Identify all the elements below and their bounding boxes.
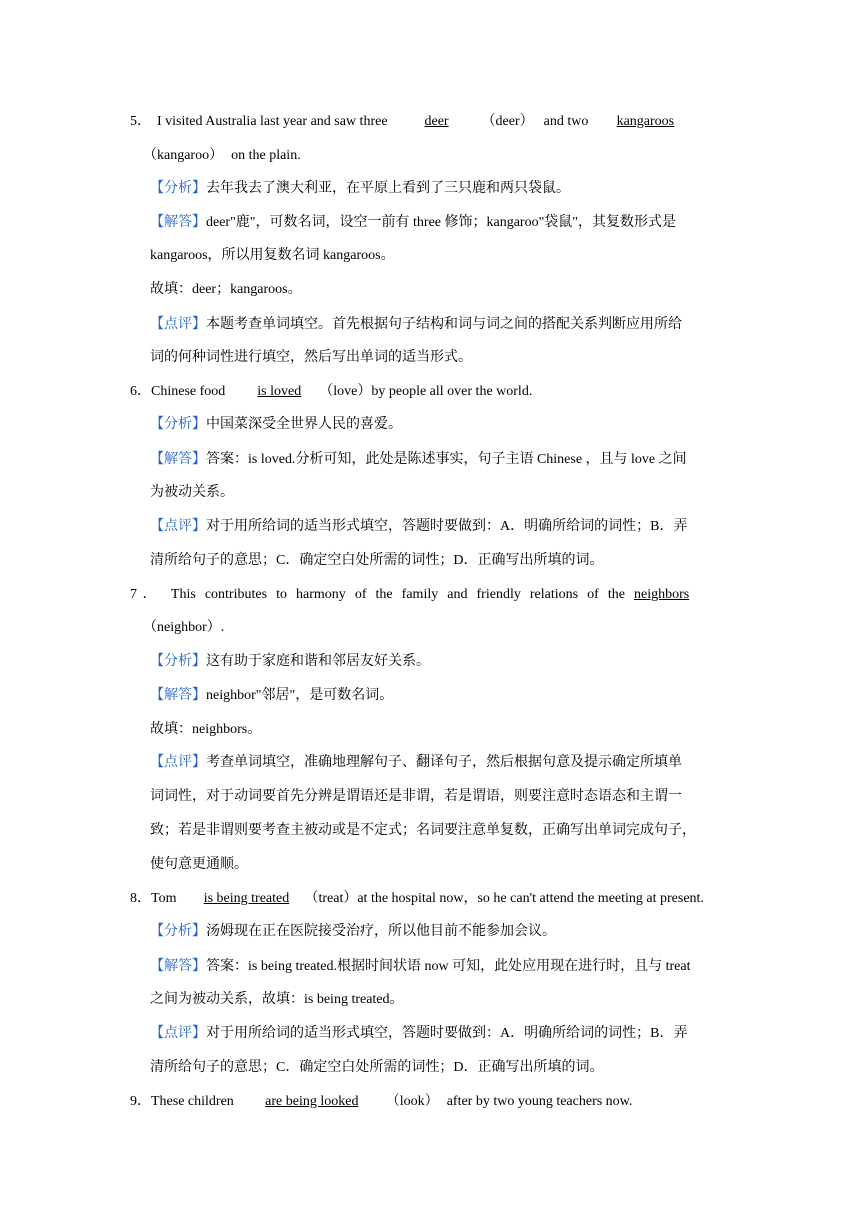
q5-blank-2: kangaroos <box>616 114 675 129</box>
q5-comment-line-1 <box>150 315 732 335</box>
q5-comment-text-1: 本题考查单词填空。首先根据句子结构和词与词之间的搭配关系判断应用所给 <box>206 317 682 332</box>
q7-comment-line-4: 使句意更通顺。 <box>150 857 248 872</box>
q5-number: 5． <box>130 114 151 129</box>
q5-comment-line-2: 词的何种词性进行填空，然后写出单词的适当形式。 <box>150 350 472 365</box>
q6-analysis-text: 中国菜深受全世界人民的喜爱。 <box>206 417 402 432</box>
q8-comment-line-2: 清所给句子的意思；C．确定空白处所需的词性；D．正确写出所填的词。 <box>150 1060 604 1075</box>
q7-answer-text-1: neighbor"邻居"，是可数名词。 <box>206 688 394 703</box>
q5-stem-cont <box>143 146 725 166</box>
q8-number: 8． <box>130 891 151 906</box>
q8-analysis-text: 汤姆现在正在医院接受治疗，所以他目前不能参加会议。 <box>206 924 556 939</box>
q7-analysis <box>150 652 732 672</box>
q7-analysis-text: 这有助于家庭和谐和邻居友好关系。 <box>206 654 430 669</box>
q6-answer-line-2: 为被动关系。 <box>150 485 234 500</box>
analysis-tag: 【分析】 <box>150 181 206 196</box>
q7-answer-line-2: 故填：neighbors。 <box>150 722 262 737</box>
q7-comment-text-1: 考查单词填空，准确地理解句子、翻译句子，然后根据句意及提示确定所填单 <box>206 755 682 770</box>
q5-answer-line-3: 故填：deer；kangaroos。 <box>150 282 302 297</box>
q8-analysis <box>150 922 732 942</box>
analysis-tag: 【分析】 <box>150 654 206 669</box>
analysis-tag: 【分析】 <box>150 417 206 432</box>
q6-comment-line-2: 清所给句子的意思；C．确定空白处所需的词性；D．正确写出所填的词。 <box>150 553 604 568</box>
q9-text-a: These children <box>151 1094 234 1109</box>
q8-comment-text-1: 对于用所给词的适当形式填空，答题时要做到：A．明确所给词的词性；B．弄 <box>206 1026 688 1041</box>
q5-text-b: and two <box>543 114 589 129</box>
analysis-tag: 【分析】 <box>150 924 206 939</box>
q8-answer-text-1: 答案：is being treated.根据时间状语 now 可知，此处应用现在进行时，且与 treat <box>206 959 691 974</box>
q6-answer-text-1: 答案：is loved.分析可知，此处是陈述事实，句子主语 Chinese ，且与 love 之间 <box>206 452 687 467</box>
q7-stem <box>130 585 712 605</box>
q8-text-a: Tom <box>151 891 177 906</box>
answer-tag: 【解答】 <box>150 688 206 703</box>
q7-text-a: This contributes to harmony of the family and friendly relations of the <box>170 587 625 602</box>
q6-comment-text-1: 对于用所给词的适当形式填空，答题时要做到：A．明确所给词的词性；B．弄 <box>206 519 688 534</box>
q8-stem <box>130 889 712 909</box>
q5-text-a: I visited Australia last year and saw three <box>157 114 388 129</box>
q5-answer-line-1 <box>150 213 732 233</box>
q8-blank: is being treated <box>203 891 290 906</box>
q5-stem <box>130 112 712 132</box>
q8-answer-line-1 <box>150 957 732 977</box>
q6-blank: is loved <box>257 384 302 399</box>
q6-number: 6． <box>130 384 151 399</box>
answer-tag: 【解答】 <box>150 215 206 230</box>
comment-tag: 【点评】 <box>150 317 206 332</box>
q5-answer-text-1: deer"鹿"，可数名词，设空一前有 three 修饰；kangaroo"袋鼠"，其复数形式是 <box>206 215 677 230</box>
comment-tag: 【点评】 <box>150 755 206 770</box>
q6-comment-line-1 <box>150 517 732 537</box>
q9-stem <box>130 1092 712 1112</box>
q7-comment-line-3: 致；若是非谓则要考查主被动或是不定式；名词要注意单复数，正确写出单词完成句子， <box>150 823 696 838</box>
q7-blank: neighbors <box>634 587 690 602</box>
q7-hint: （neighbor）. <box>143 620 225 635</box>
q5-hint-1: （deer） <box>481 114 534 129</box>
q6-answer-line-1 <box>150 450 732 470</box>
q6-text-b: （love）by people all over the world. <box>319 384 533 399</box>
comment-tag: 【点评】 <box>150 1026 206 1041</box>
q5-text-c: on the plain. <box>231 148 301 163</box>
q5-analysis <box>150 179 732 199</box>
q5-answer-line-2: kangaroos，所以用复数名词 kangaroos。 <box>150 248 395 263</box>
q7-comment-line-2: 词词性，对于动词要首先分辨是谓语还是非谓，若是谓语，则要注意时态语态和主谓一 <box>150 789 682 804</box>
answer-tag: 【解答】 <box>150 452 206 467</box>
q5-hint-2: （kangaroo） <box>143 148 224 163</box>
answer-tag: 【解答】 <box>150 959 206 974</box>
q7-number: 7． <box>130 587 163 602</box>
q9-blank: are being looked <box>265 1094 359 1109</box>
q9-number: 9． <box>130 1094 151 1109</box>
q5-blank-1: deer <box>424 114 449 129</box>
q9-hint: （look） <box>385 1094 439 1109</box>
q9-text-b: after by two young teachers now. <box>446 1094 633 1109</box>
q8-answer-line-2: 之间为被动关系，故填：is being treated。 <box>150 992 404 1007</box>
q8-comment-line-1 <box>150 1024 732 1044</box>
q8-text-b: （treat）at the hospital now，so he can't attend the meeting at present. <box>304 891 704 906</box>
q7-answer-line-1 <box>150 686 732 706</box>
q6-stem <box>130 382 712 402</box>
q6-text-a: Chinese food <box>151 384 226 399</box>
comment-tag: 【点评】 <box>150 519 206 534</box>
q7-comment-line-1 <box>150 753 732 773</box>
q6-analysis <box>150 415 732 435</box>
q5-analysis-text: 去年我去了澳大利亚，在平原上看到了三只鹿和两只袋鼠。 <box>206 181 570 196</box>
